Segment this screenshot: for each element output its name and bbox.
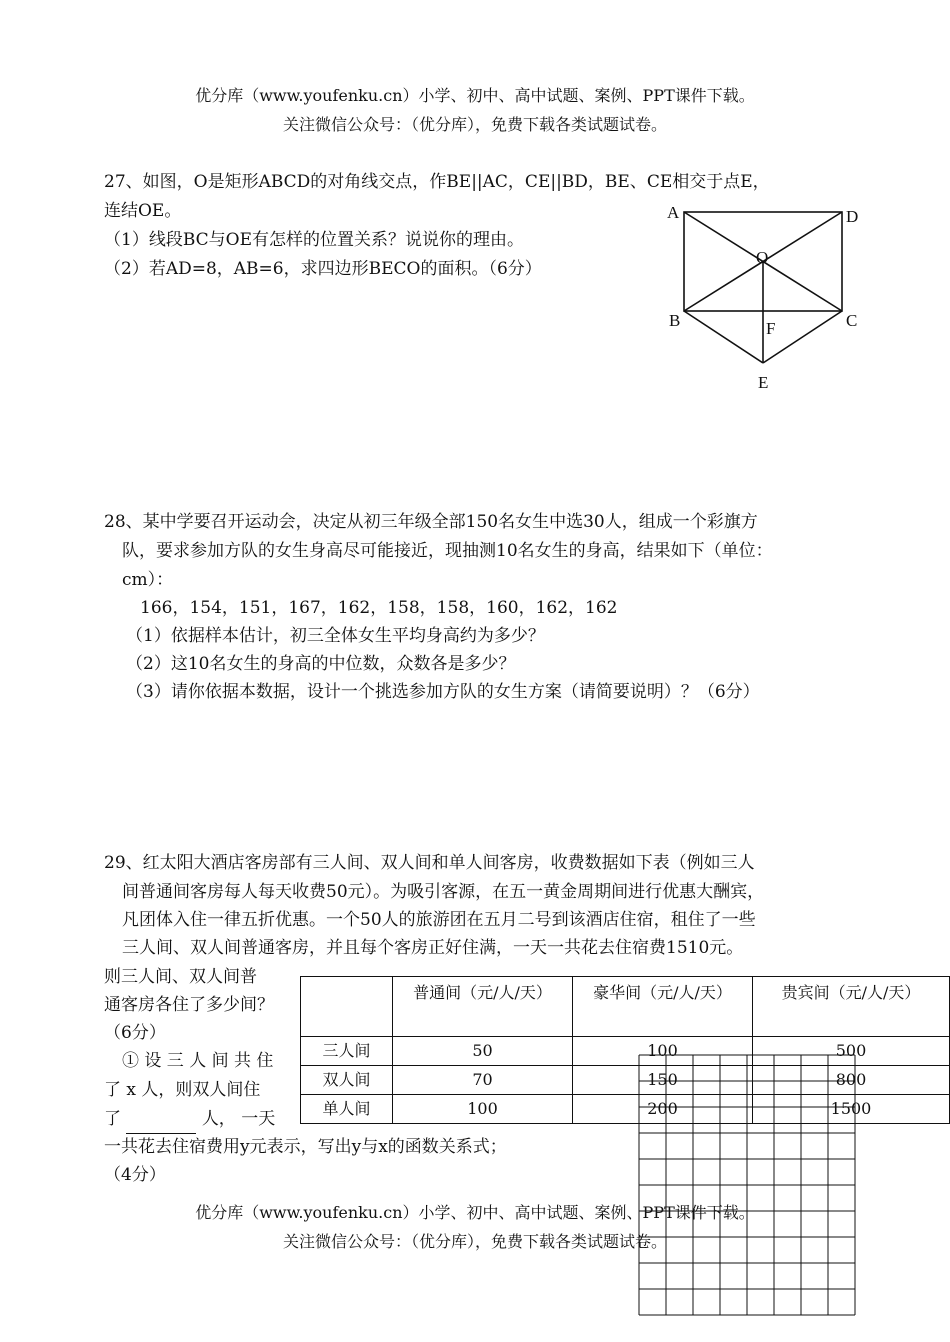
q29-left-line-3: （6分） — [104, 1023, 166, 1043]
q28-part-2: （2）这10名女生的身高的中位数，众数各是多少？ — [126, 654, 516, 674]
q29-line-2: 间普通间客房每人每天收费50元）。为吸引客源，在五一黄金周期间进行优惠大酬宾， — [122, 882, 765, 902]
q27-line-1: 27、如图，O是矩形ABCD的对角线交点，作BE||AC，CE||BD，BE、CE相交于点E， — [104, 172, 770, 192]
header-line-1: 优分库（www.youfenku.cn）小学、初中、高中试题、案例、PPT课件下载。 — [195, 86, 755, 105]
table-cell: 100 — [393, 1095, 573, 1124]
point-label-o: O — [756, 248, 769, 267]
table-cell: 70 — [393, 1066, 573, 1095]
q27-part-1: （1）线段BC与OE有怎样的位置关系？说说你的理由。 — [104, 230, 524, 250]
q28-part-1: （1）依据样本估计，初三全体女生平均身高约为多少？ — [126, 626, 545, 646]
point-label-f: F — [766, 319, 776, 338]
table-cell: 50 — [393, 1037, 573, 1066]
point-label-a: A — [667, 203, 680, 222]
table-cell: 三人间 — [301, 1037, 393, 1066]
q28-line-3: cm）： — [122, 570, 174, 590]
table-cell: 800 — [753, 1066, 950, 1095]
q29-sub1-line-b: 了 x 人，则双人间住 — [104, 1080, 261, 1100]
table-cell: 200 — [573, 1095, 753, 1124]
q29-sub1-line-a: ① 设 三 人 间 共 住 — [122, 1051, 274, 1071]
table-cell: 1500 — [753, 1095, 950, 1124]
q27-geometry-figure — [660, 196, 870, 396]
q27-line-2: 连结OE。 — [104, 201, 182, 221]
table-cell: 双人间 — [301, 1066, 393, 1095]
q29-sub1-line-c — [104, 1105, 275, 1134]
q29-sub1-c-suffix: 人， 一天 — [201, 1109, 276, 1129]
q29-left-line-2: 通客房各住了多少间？ — [104, 995, 274, 1015]
q29-sub1-line-e: （4分） — [104, 1165, 166, 1185]
point-label-d: D — [846, 207, 859, 226]
q29-sub1-line-d: 一共花去住宿费用y元表示，写出y与x的函数关系式； — [104, 1137, 507, 1157]
q28-heights-data: 166，154，151，167，162，158，158，160，162，162 — [140, 598, 618, 618]
header-line-2: 关注微信公众号：（优分库），免费下载各类试题试卷。 — [282, 115, 667, 134]
point-label-b: B — [669, 311, 681, 330]
point-label-e: E — [758, 373, 769, 392]
q28-line-1: 28、某中学要召开运动会，决定从初三年级全部150名女生中选30人，组成一个彩旗方 — [104, 512, 758, 532]
q28-line-2: 队，要求参加方队的女生身高尽可能接近，现抽测10名女生的身高，结果如下（单位： — [122, 541, 773, 561]
table-cell: 单人间 — [301, 1095, 393, 1124]
q29-line-1: 29、红太阳大酒店客房部有三人间、双人间和单人间客房，收费数据如下表（例如三人 — [104, 853, 755, 873]
q29-sub1-c-prefix: 了 — [104, 1109, 121, 1129]
table-header-cell — [301, 977, 393, 1037]
q27-part-2: （2）若AD=8，AB=6，求四边形BECO的面积。（6分） — [104, 259, 542, 279]
footer-line-2: 关注微信公众号：（优分库），免费下载各类试题试卷。 — [282, 1232, 667, 1251]
point-label-c: C — [846, 311, 858, 330]
q29-left-line-1: 则三人间、双人间普 — [104, 967, 257, 987]
table-cell: 100 — [573, 1037, 753, 1066]
q29-line-4: 三人间、双人间普通客房，并且每个客房正好住满，一天一共花去住宿费1510元。 — [122, 938, 744, 958]
square-answer-grid — [638, 1054, 858, 1320]
table-header-row — [301, 977, 950, 1037]
table-header-cell: 贵宾间（元/人/天） — [753, 977, 950, 1037]
table-cell: 500 — [753, 1037, 950, 1066]
segment-be — [684, 311, 763, 363]
q28-part-3: （3）请你依据本数据，设计一个挑选参加方队的女生方案（请简要说明）？（6分） — [126, 682, 760, 702]
table-header-cell: 普通间（元/人/天） — [393, 977, 573, 1037]
answer-blank[interactable] — [126, 1115, 196, 1134]
table-header-cell: 豪华间（元/人/天） — [573, 977, 753, 1037]
table-cell: 150 — [573, 1066, 753, 1095]
q29-line-3: 凡团体入住一律五折优惠。一个50人的旅游团在五月二号到该酒店住宿，租住了一些 — [122, 910, 756, 930]
footer-line-1: 优分库（www.youfenku.cn）小学、初中、高中试题、案例、PPT课件下载。 — [195, 1203, 755, 1222]
